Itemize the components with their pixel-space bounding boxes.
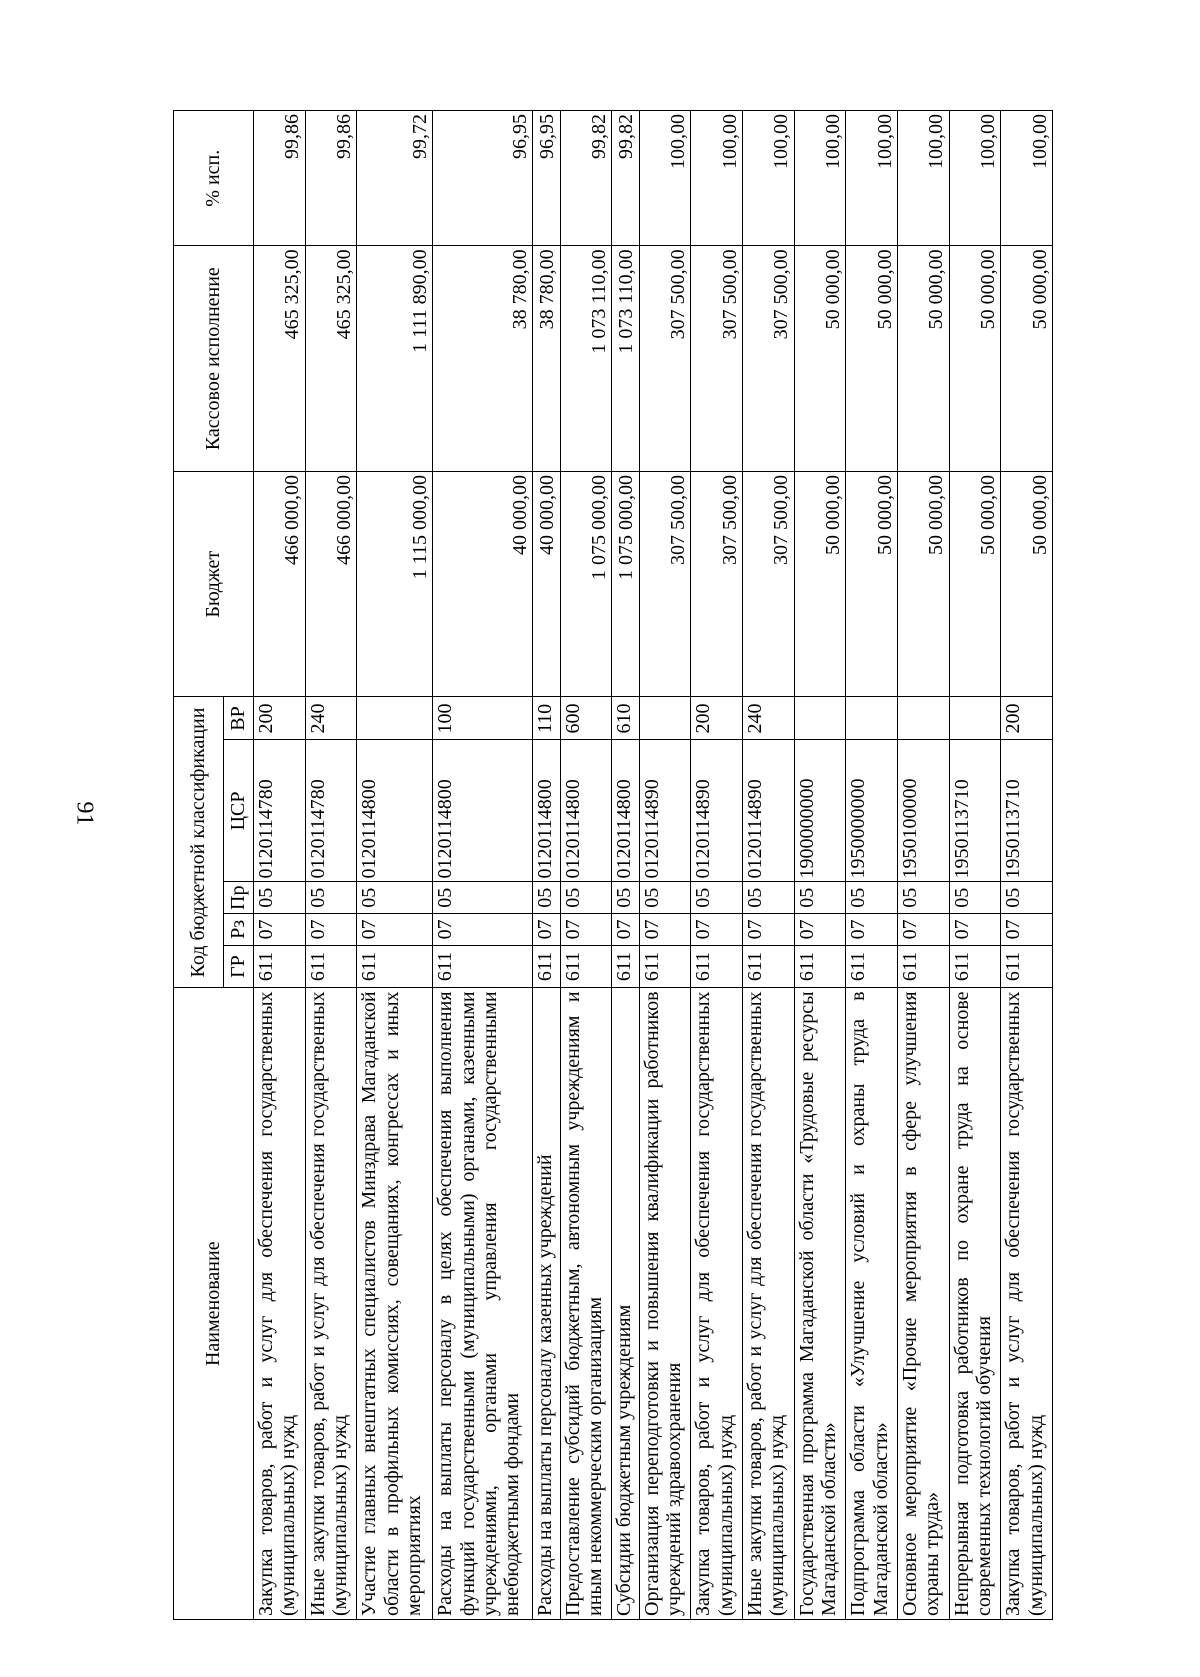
row-gr: 611 xyxy=(533,945,560,988)
row-percent: 99,86 xyxy=(305,111,357,246)
table-row xyxy=(691,111,743,1620)
row-vr xyxy=(949,697,1001,740)
row-percent: 100,00 xyxy=(846,111,898,246)
row-csr: 0120114800 xyxy=(533,740,560,882)
row-percent: 100,00 xyxy=(742,111,794,246)
row-name: Подпрограмма области «Улучшение условий и охраны труда в Магаданской области» xyxy=(846,988,898,1620)
row-name: Субсидии бюджетным учреждениям xyxy=(612,988,639,1620)
row-budget: 40 000,00 xyxy=(533,471,560,697)
table-body xyxy=(254,111,1053,1620)
row-name: Непрерывная подготовка работников по охране труда на основе современных технологий обучения xyxy=(949,988,1001,1620)
row-rz: 07 xyxy=(433,914,533,946)
row-gr: 611 xyxy=(846,945,898,988)
row-rz: 07 xyxy=(897,914,949,946)
row-name: Закупка товаров, работ и услуг для обеспечения государственных (муниципальных) нужд xyxy=(1001,988,1053,1620)
row-csr: 0120114890 xyxy=(639,740,691,882)
row-budget: 50 000,00 xyxy=(794,471,846,697)
row-percent: 100,00 xyxy=(897,111,949,246)
row-pr: 05 xyxy=(846,882,898,914)
row-vr: 110 xyxy=(533,697,560,740)
row-name: Государственная программа Магаданской области «Трудовые ресурсы Магаданской области» xyxy=(794,988,846,1620)
table-header xyxy=(174,111,254,1620)
row-pr: 05 xyxy=(639,882,691,914)
row-percent: 99,72 xyxy=(357,111,433,246)
row-rz: 07 xyxy=(612,914,639,946)
row-gr: 611 xyxy=(305,945,357,988)
row-budget: 466 000,00 xyxy=(254,471,306,697)
row-rz: 07 xyxy=(949,914,1001,946)
row-csr: 0120114780 xyxy=(305,740,357,882)
row-percent: 99,82 xyxy=(560,111,612,246)
row-pr: 05 xyxy=(897,882,949,914)
row-gr: 611 xyxy=(1001,945,1053,988)
row-rz: 07 xyxy=(639,914,691,946)
row-gr: 611 xyxy=(357,945,433,988)
row-csr: 0120114780 xyxy=(254,740,306,882)
row-csr: 1950113710 xyxy=(949,740,1001,882)
row-cash: 307 500,00 xyxy=(639,246,691,472)
row-csr: 0120114890 xyxy=(691,740,743,882)
row-pr: 05 xyxy=(794,882,846,914)
row-name: Закупка товаров, работ и услуг для обеспечения государственных (муниципальных) нужд xyxy=(691,988,743,1620)
row-name: Расходы на выплаты персоналу в целях обеспечения выполнения функций государственными (муниципальными) органами, казенными учреждениями, органами управления государственными внебюджетными фондами xyxy=(433,988,533,1620)
row-vr xyxy=(794,697,846,740)
row-csr: 0120114800 xyxy=(612,740,639,882)
row-pr: 05 xyxy=(433,882,533,914)
row-budget: 307 500,00 xyxy=(639,471,691,697)
row-rz: 07 xyxy=(1001,914,1053,946)
row-csr: 0120114800 xyxy=(357,740,433,882)
row-csr: 1900000000 xyxy=(794,740,846,882)
row-cash: 1 111 890,00 xyxy=(357,246,433,472)
table-row xyxy=(560,111,612,1620)
row-rz: 07 xyxy=(742,914,794,946)
row-percent: 99,82 xyxy=(612,111,639,246)
row-percent: 100,00 xyxy=(949,111,1001,246)
row-pr: 05 xyxy=(533,882,560,914)
row-gr: 611 xyxy=(949,945,1001,988)
header-budget: Бюджет xyxy=(174,471,254,697)
row-vr: 100 xyxy=(433,697,533,740)
row-pr: 05 xyxy=(691,882,743,914)
row-percent: 100,00 xyxy=(639,111,691,246)
row-rz: 07 xyxy=(846,914,898,946)
table-row xyxy=(433,111,533,1620)
row-cash: 1 073 110,00 xyxy=(560,246,612,472)
row-vr xyxy=(639,697,691,740)
row-name: Расходы на выплаты персоналу казенных учреждений xyxy=(533,988,560,1620)
row-rz: 07 xyxy=(533,914,560,946)
row-pr: 05 xyxy=(357,882,433,914)
row-rz: 07 xyxy=(794,914,846,946)
table-row xyxy=(846,111,898,1620)
table-row xyxy=(897,111,949,1620)
row-cash: 50 000,00 xyxy=(897,246,949,472)
row-budget: 50 000,00 xyxy=(949,471,1001,697)
row-pr: 05 xyxy=(949,882,1001,914)
row-gr: 611 xyxy=(897,945,949,988)
row-cash: 50 000,00 xyxy=(949,246,1001,472)
budget-table xyxy=(173,110,1053,1620)
row-budget: 40 000,00 xyxy=(433,471,533,697)
header-cash: Кассовое исполнение xyxy=(174,246,254,472)
row-pr: 05 xyxy=(560,882,612,914)
row-budget: 50 000,00 xyxy=(1001,471,1053,697)
row-vr: 610 xyxy=(612,697,639,740)
row-csr: 0120114800 xyxy=(433,740,533,882)
table-row xyxy=(305,111,357,1620)
table-row xyxy=(949,111,1001,1620)
row-gr: 611 xyxy=(560,945,612,988)
row-name: Иные закупки товаров, работ и услуг для обеспечения государственных (муниципальных) нужд xyxy=(742,988,794,1620)
header-gr: ГР xyxy=(224,945,254,988)
row-pr: 05 xyxy=(1001,882,1053,914)
row-gr: 611 xyxy=(691,945,743,988)
row-name: Основное мероприятие «Прочие мероприятия в сфере улучшения охраны труда» xyxy=(897,988,949,1620)
row-csr: 1950000000 xyxy=(846,740,898,882)
row-pr: 05 xyxy=(742,882,794,914)
row-vr xyxy=(897,697,949,740)
row-pr: 05 xyxy=(612,882,639,914)
row-csr: 0120114800 xyxy=(560,740,612,882)
row-cash: 307 500,00 xyxy=(691,246,743,472)
row-percent: 100,00 xyxy=(691,111,743,246)
table-row xyxy=(612,111,639,1620)
page-number: 91 xyxy=(71,801,98,826)
row-vr: 200 xyxy=(254,697,306,740)
row-rz: 07 xyxy=(357,914,433,946)
row-percent: 96,95 xyxy=(533,111,560,246)
row-name: Участие главных внештатных специалистов Минздрава Магаданской области в профильных комиссиях, совещаниях, конгрессах и иных мероприятиях xyxy=(357,988,433,1620)
row-rz: 07 xyxy=(254,914,306,946)
table-row xyxy=(742,111,794,1620)
row-name: Закупка товаров, работ и услуг для обеспечения государственных (муниципальных) нужд xyxy=(254,988,306,1620)
row-percent: 99,86 xyxy=(254,111,306,246)
row-gr: 611 xyxy=(433,945,533,988)
row-gr: 611 xyxy=(639,945,691,988)
row-cash: 38 780,00 xyxy=(433,246,533,472)
header-rz: Рз xyxy=(224,914,254,946)
row-percent: 96,95 xyxy=(433,111,533,246)
row-vr: 600 xyxy=(560,697,612,740)
row-rz: 07 xyxy=(691,914,743,946)
row-rz: 07 xyxy=(305,914,357,946)
row-vr: 200 xyxy=(1001,697,1053,740)
row-csr: 0120114890 xyxy=(742,740,794,882)
row-gr: 611 xyxy=(794,945,846,988)
row-name: Иные закупки товаров, работ и услуг для обеспечения государственных (муниципальных) нужд xyxy=(305,988,357,1620)
row-budget: 1 115 000,00 xyxy=(357,471,433,697)
header-vr: ВР xyxy=(224,697,254,740)
row-budget: 307 500,00 xyxy=(742,471,794,697)
row-cash: 307 500,00 xyxy=(742,246,794,472)
row-percent: 100,00 xyxy=(794,111,846,246)
row-csr: 1950113710 xyxy=(1001,740,1053,882)
row-pr: 05 xyxy=(254,882,306,914)
header-pr: Пр xyxy=(224,882,254,914)
row-pr: 05 xyxy=(305,882,357,914)
row-cash: 465 325,00 xyxy=(305,246,357,472)
row-vr: 200 xyxy=(691,697,743,740)
header-code-group: Код бюджетной классификации xyxy=(174,697,224,988)
row-vr xyxy=(357,697,433,740)
table-row xyxy=(794,111,846,1620)
row-gr: 611 xyxy=(254,945,306,988)
header-percent: % исп. xyxy=(174,111,254,246)
row-gr: 611 xyxy=(742,945,794,988)
row-cash: 465 325,00 xyxy=(254,246,306,472)
row-budget: 1 075 000,00 xyxy=(612,471,639,697)
row-vr: 240 xyxy=(305,697,357,740)
rotated-table-wrapper xyxy=(173,110,1053,1620)
table-row xyxy=(639,111,691,1620)
table-row xyxy=(357,111,433,1620)
row-budget: 50 000,00 xyxy=(897,471,949,697)
row-cash: 38 780,00 xyxy=(533,246,560,472)
row-budget: 466 000,00 xyxy=(305,471,357,697)
row-vr xyxy=(846,697,898,740)
row-budget: 307 500,00 xyxy=(691,471,743,697)
table-row xyxy=(1001,111,1053,1620)
row-percent: 100,00 xyxy=(1001,111,1053,246)
header-csr: ЦСР xyxy=(224,740,254,882)
header-name: Наименование xyxy=(174,988,254,1620)
table-row xyxy=(533,111,560,1620)
row-budget: 1 075 000,00 xyxy=(560,471,612,697)
table-row xyxy=(254,111,306,1620)
row-cash: 50 000,00 xyxy=(846,246,898,472)
row-name: Организация переподготовки и повышения квалификации работников учреждений здравоохранения xyxy=(639,988,691,1620)
row-name: Предоставление субсидий бюджетным, автономным учреждениям и иным некоммерческим организациям xyxy=(560,988,612,1620)
row-vr: 240 xyxy=(742,697,794,740)
row-cash: 1 073 110,00 xyxy=(612,246,639,472)
row-rz: 07 xyxy=(560,914,612,946)
row-cash: 50 000,00 xyxy=(794,246,846,472)
row-gr: 611 xyxy=(612,945,639,988)
row-budget: 50 000,00 xyxy=(846,471,898,697)
row-csr: 1950100000 xyxy=(897,740,949,882)
row-cash: 50 000,00 xyxy=(1001,246,1053,472)
